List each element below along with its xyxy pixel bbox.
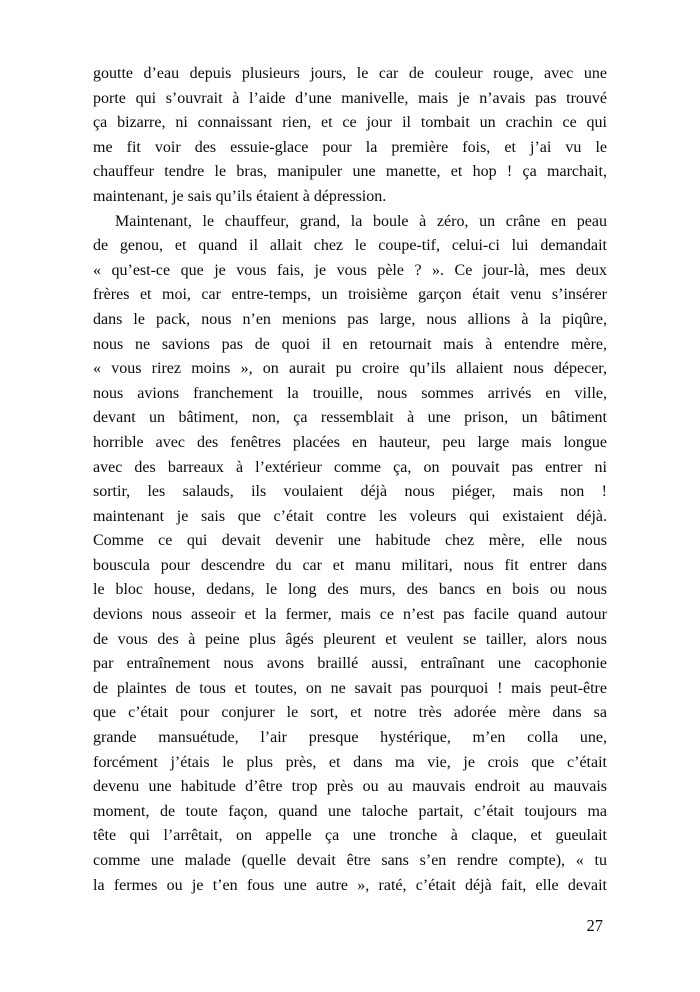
text-line: devant un bâtiment, non, ça ressemblait à une prison, un bâtiment bbox=[93, 409, 607, 427]
text-line: maintenant je sais que c’était contre les voleurs qui existaient déjà. bbox=[93, 507, 607, 525]
text-line: de vous des à peine plus âgés pleurent et veulent se tailler, alors nous bbox=[93, 630, 607, 648]
text-line: Comme ce qui devait devenir une habitude chez mère, elle nous bbox=[93, 532, 607, 550]
text-line: goutte d’eau depuis plusieurs jours, le car de couleur rouge, avec une bbox=[93, 65, 607, 82]
text-line: Maintenant, le chauffeur, grand, la boule à zéro, un crâne en peau bbox=[115, 212, 607, 230]
text-line: sortir, les salauds, ils voulaient déjà nous piéger, mais non ! bbox=[93, 483, 607, 501]
text-line: porte qui s’ouvrait à l’aide d’une manivelle, mais je n’avais pas trouvé bbox=[93, 89, 607, 107]
page-number: 27 bbox=[586, 916, 603, 935]
text-line: forcément j’étais le plus près, et dans ma vie, je crois que c’était bbox=[93, 753, 607, 771]
text-line: ça bizarre, ni connaissant rien, et ce jour il tombait un crachin ce qui bbox=[93, 114, 607, 132]
text-line: par entraînement nous avons braillé aussi, entraînant une cacophonie bbox=[93, 655, 607, 673]
text-line: maintenant, je sais qu’ils étaient à dépression. bbox=[93, 187, 387, 205]
text-line: dans le pack, nous n’en menions pas large, nous allions à la piqûre, bbox=[93, 310, 607, 328]
text-line: comme une malade (quelle devait être sans s’en rendre compte), « tu bbox=[93, 852, 607, 869]
text-line: le bloc house, dedans, le long des murs, des bancs en bois ou nous bbox=[93, 581, 607, 599]
text-line: grande mansuétude, l’air presque hystérique, m’en colla une, bbox=[93, 729, 607, 747]
page-text bbox=[93, 62, 607, 898]
text-line: de genou, et quand il allait chez le coupe-tif, celui-ci lui demandait bbox=[93, 237, 607, 255]
text-line: frères et moi, car entre-temps, un troisième garçon était venu s’insérer bbox=[93, 286, 607, 304]
text-line: de plaintes de tous et toutes, on ne savait pas pourquoi ! mais peut-être bbox=[93, 679, 607, 697]
text-line: la fermes ou je t’en fous une autre », raté, c’était déjà fait, elle devait bbox=[93, 876, 607, 894]
text-line: tête qui l’arrêtait, on appelle ça une tronche à claque, et gueulait bbox=[93, 827, 607, 845]
text-line: chauffeur tendre le bras, manipuler une manette, et hop ! ça marchait, bbox=[93, 163, 607, 181]
text-line: avec des barreaux à l’extérieur comme ça, on pouvait pas entrer ni bbox=[93, 458, 607, 476]
text-line: que c’était pour conjurer le sort, et notre très adorée mère dans sa bbox=[93, 704, 607, 722]
text-line: horrible avec des fenêtres placées en hauteur, peu large mais longue bbox=[93, 433, 607, 451]
text-line: « vous rirez moins », on aurait pu croire qu’ils allaient nous dépecer, bbox=[93, 360, 607, 378]
text-line: « qu’est-ce que je vous fais, je vous pèle ? ». Ce jour-là, mes deux bbox=[93, 261, 607, 279]
text-line: devenu une habitude d’être trop près ou au mauvais endroit au mauvais bbox=[93, 778, 607, 796]
text-line: bouscula pour descendre du car et manu militari, nous fit entrer dans bbox=[93, 556, 607, 574]
text-line: devions nous asseoir et la fermer, mais ce n’est pas facile quand autour bbox=[93, 606, 607, 624]
text-line: moment, de toute façon, quand une taloche partait, c’était toujours ma bbox=[93, 802, 607, 820]
text-line: nous ne savions pas de quoi il en retournait mais à entendre mère, bbox=[93, 335, 607, 353]
text-line: nous avions franchement la trouille, nous sommes arrivés en ville, bbox=[93, 384, 607, 402]
text-line: me fit voir des essuie-glace pour la première fois, et j’ai vu le bbox=[93, 138, 607, 156]
